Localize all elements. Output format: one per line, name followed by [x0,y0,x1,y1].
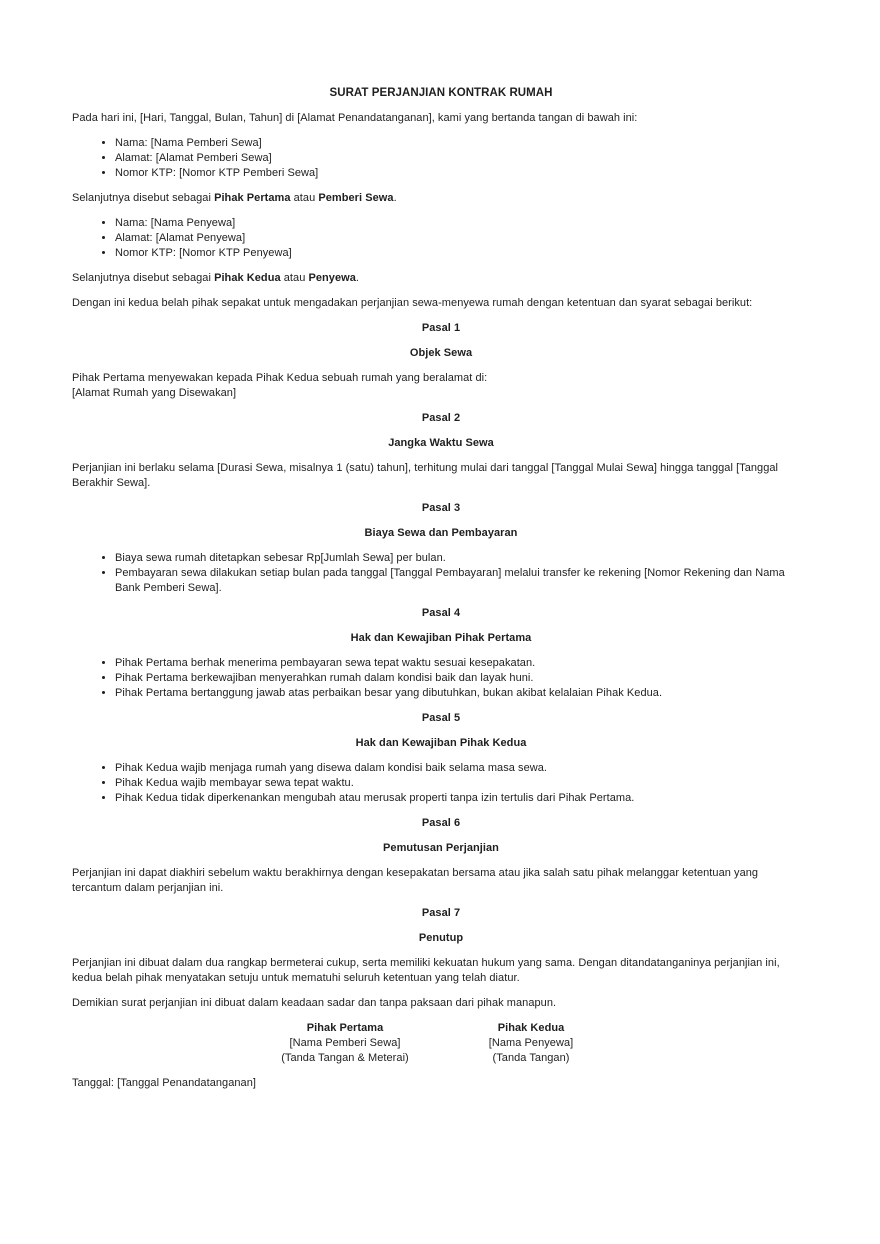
party1-term: Pihak Pertama [214,192,291,204]
list-item: • Pihak Pertama berkewajiban menyerahkan rumah dalam kondisi baik dan layak huni. [115,671,810,686]
designation-text: . [393,192,397,204]
section-paragraph: Perjanjian ini dibuat dalam dua rangkap bermeterai cukup, serta memiliki kekuatan hukum yang sama. Dengan ditandatanganinya perjanjian ini, kedua belah pihak menyatakan setuju untuk mematuhi seluruh ketentuan yang telah diatur. [72,957,780,984]
section-number: Pasal 2 [421,412,461,424]
list-item: • Pihak Kedua tidak diperkenankan mengubah atau merusak properti tanpa izin tertulis dari Pihak Pertama. [115,791,810,806]
section-bullet-list [72,761,810,806]
section-title: Biaya Sewa dan Pembayaran [364,527,518,539]
list-item: • Nomor KTP: [Nomor KTP Penyewa] [115,246,810,261]
party2-designation [72,271,810,286]
party1-alias: Pemberi Sewa [318,192,394,204]
intro-paragraph: Pada hari ini, [Hari, Tanggal, Bulan, Tahun] di [Alamat Penandatanganan], kami yang bertanda tangan di bawah ini: [72,112,638,124]
section-paragraph [72,371,810,401]
party2-details-list [72,216,810,261]
list-item: • Nomor KTP: [Nomor KTP Pemberi Sewa] [115,166,810,181]
section-number: Pasal 4 [421,607,461,619]
section-title: Hak dan Kewajiban Pihak Pertama [350,632,532,644]
list-item: • Pembayaran sewa dilakukan setiap bulan pada tanggal [Tanggal Pembayaran] melalui transfer ke rekening [Nomor Rekening dan Nama Bank Pemberi Sewa]. [115,566,810,596]
signature-party1-title: Pihak Pertama [306,1022,384,1034]
date-line: Tanggal: [Tanggal Penandatanganan] [72,1077,256,1089]
section-number: Pasal 5 [421,712,461,724]
section-title: Penutup [418,932,464,944]
section-number: Pasal 7 [421,907,461,919]
section-bullet-list [72,551,810,596]
list-item: • Pihak Kedua wajib menjaga rumah yang disewa dalam kondisi baik selama masa sewa. [115,761,810,776]
list-item: • Alamat: [Alamat Pemberi Sewa] [115,151,810,166]
signature-party2-name: [Nama Penyewa] [488,1037,574,1049]
signature-party1-name: [Nama Pemberi Sewa] [289,1037,401,1049]
designation-text: . [355,272,360,284]
section-paragraph: Perjanjian ini berlaku selama [Durasi Sewa, misalnya 1 (satu) tahun], terhitung mulai dari tanggal [Tanggal Mulai Sewa] hingga tanggal [Tanggal Berakhir Sewa]. [72,462,779,489]
document-title: SURAT PERJANJIAN KONTRAK RUMAH [329,87,553,99]
signature-party1-note: (Tanda Tangan & Meterai) [281,1052,409,1064]
signature-party2-note: (Tanda Tangan) [492,1052,570,1064]
section-title: Jangka Waktu Sewa [388,437,494,449]
signature-block [252,1021,810,1066]
paragraph-line: Pihak Pertama menyewakan kepada Pihak Kedua sebuah rumah yang beralamat di: [72,372,488,384]
section-number: Pasal 1 [421,322,461,334]
list-item: • Nama: [Nama Pemberi Sewa] [115,136,810,151]
list-item: • Pihak Pertama bertanggung jawab atas perbaikan besar yang dibutuhkan, bukan akibat kelalaian Pihak Kedua. [115,686,810,701]
signature-party1 [252,1021,438,1066]
section-number: Pasal 3 [421,502,461,514]
list-item: • Pihak Kedua wajib membayar sewa tepat waktu. [115,776,810,791]
designation-text: atau [290,192,319,204]
list-item: • Nama: [Nama Penyewa] [115,216,810,231]
paragraph-line: [Alamat Rumah yang Disewakan] [72,387,237,399]
party2-term: Pihak Kedua [214,272,281,284]
signature-party2-title: Pihak Kedua [497,1022,565,1034]
list-item: • Alamat: [Alamat Penyewa] [115,231,810,246]
party1-designation [72,191,810,206]
signature-party2 [438,1021,624,1066]
section-title: Pemutusan Perjanjian [383,842,499,854]
agreement-intro: Dengan ini kedua belah pihak sepakat untuk mengadakan perjanjian sewa-menyewa rumah dengan ketentuan dan syarat sebagai berikut: [72,297,753,309]
section-bullet-list [72,656,810,701]
section-paragraph: Perjanjian ini dapat diakhiri sebelum waktu berakhirnya dengan kesepakatan bersama atau jika salah satu pihak melanggar ketentuan yang tercantum dalam perjanjian ini. [72,867,759,894]
designation-text: Selanjutnya disebut sebagai [72,192,215,204]
designation-text: atau [280,272,309,284]
party2-alias: Penyewa [308,272,356,284]
section-title: Objek Sewa [409,347,473,359]
designation-text: Selanjutnya disebut sebagai [72,272,215,284]
section-number: Pasal 6 [421,817,461,829]
list-item: • Pihak Pertama berhak menerima pembayaran sewa tepat waktu sesuai kesepakatan. [115,656,810,671]
section-title: Hak dan Kewajiban Pihak Kedua [355,737,527,749]
party1-details-list [72,136,810,181]
closing-statement: Demikian surat perjanjian ini dibuat dalam keadaan sadar dan tanpa paksaan dari pihak manapun. [72,997,557,1009]
list-item: • Biaya sewa rumah ditetapkan sebesar Rp[Jumlah Sewa] per bulan. [115,551,810,566]
